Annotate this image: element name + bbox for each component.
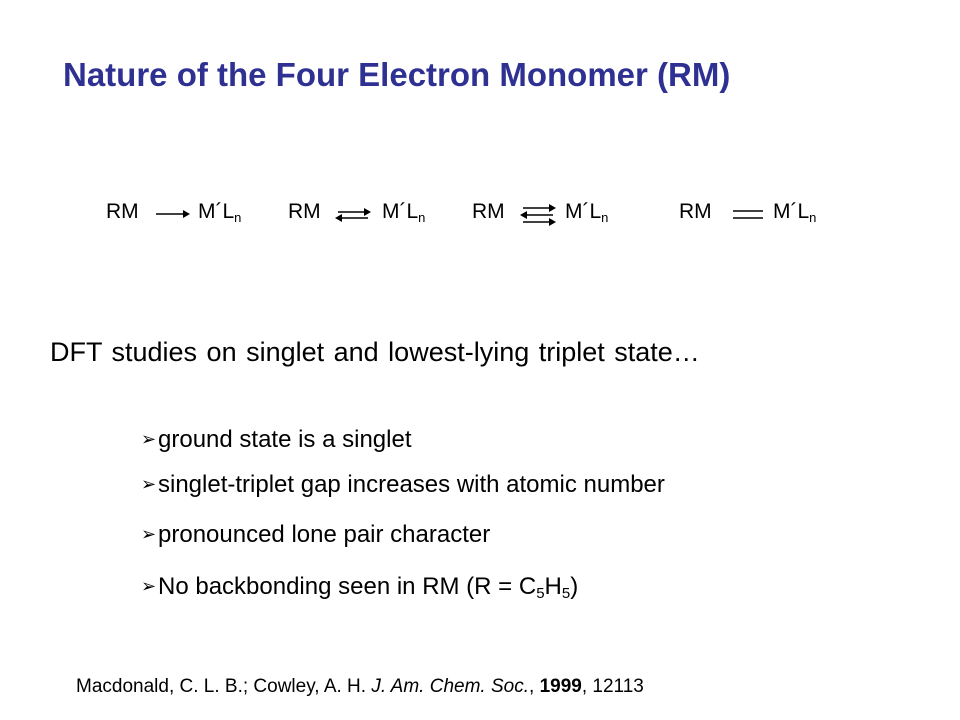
publication-year: 1999 (539, 676, 582, 697)
bullet-text: ground state is a singlet (158, 426, 412, 453)
arrowhead-bullet-icon: ➢ (141, 474, 157, 494)
journal-name: J. Am. Chem. Soc. (371, 676, 529, 697)
bullet-item (141, 426, 412, 454)
dft-heading: DFT studies on singlet and lowest-lying triplet state… (50, 337, 700, 367)
bullet-item (141, 521, 490, 549)
scheme-right-label: $M´L_n$ (382, 200, 426, 225)
double-arrow-icon (334, 200, 374, 230)
arrowhead-bullet-icon: ➢ (141, 429, 157, 449)
scheme-left-label: RM (472, 200, 505, 223)
bullet-text: No backbonding seen in RM $(R = C_5H_5)$ (158, 573, 579, 602)
single-arrow-icon (154, 200, 194, 230)
arrowhead-bullet-icon: ➢ (141, 524, 157, 544)
slide-title: Nature of the Four Electron Monomer (RM) (63, 56, 731, 93)
bullet-item (141, 471, 665, 499)
scheme-left-label: RM (679, 200, 712, 223)
scheme-right-label: $M´L_n$ (773, 200, 817, 225)
scheme-right-label: $M´L_n$ (565, 200, 609, 225)
triple-arrow-icon (519, 200, 559, 230)
double-bond-icon (731, 200, 767, 230)
scheme-left-label: RM (106, 200, 139, 223)
bullet-text: singlet-triplet gap increases with atomic number (158, 471, 665, 498)
bullet-item (141, 573, 578, 602)
arrowhead-bullet-icon: ➢ (141, 576, 157, 596)
reference-citation: Macdonald, C. L. B.; Cowley, A. H. J. Am. Chem. Soc., 1999, 12113 (76, 676, 644, 697)
scheme-right-label: $M´L_n$ (198, 200, 242, 225)
scheme-left-label: RM (288, 200, 321, 223)
bullet-text: pronounced lone pair character (158, 521, 491, 548)
